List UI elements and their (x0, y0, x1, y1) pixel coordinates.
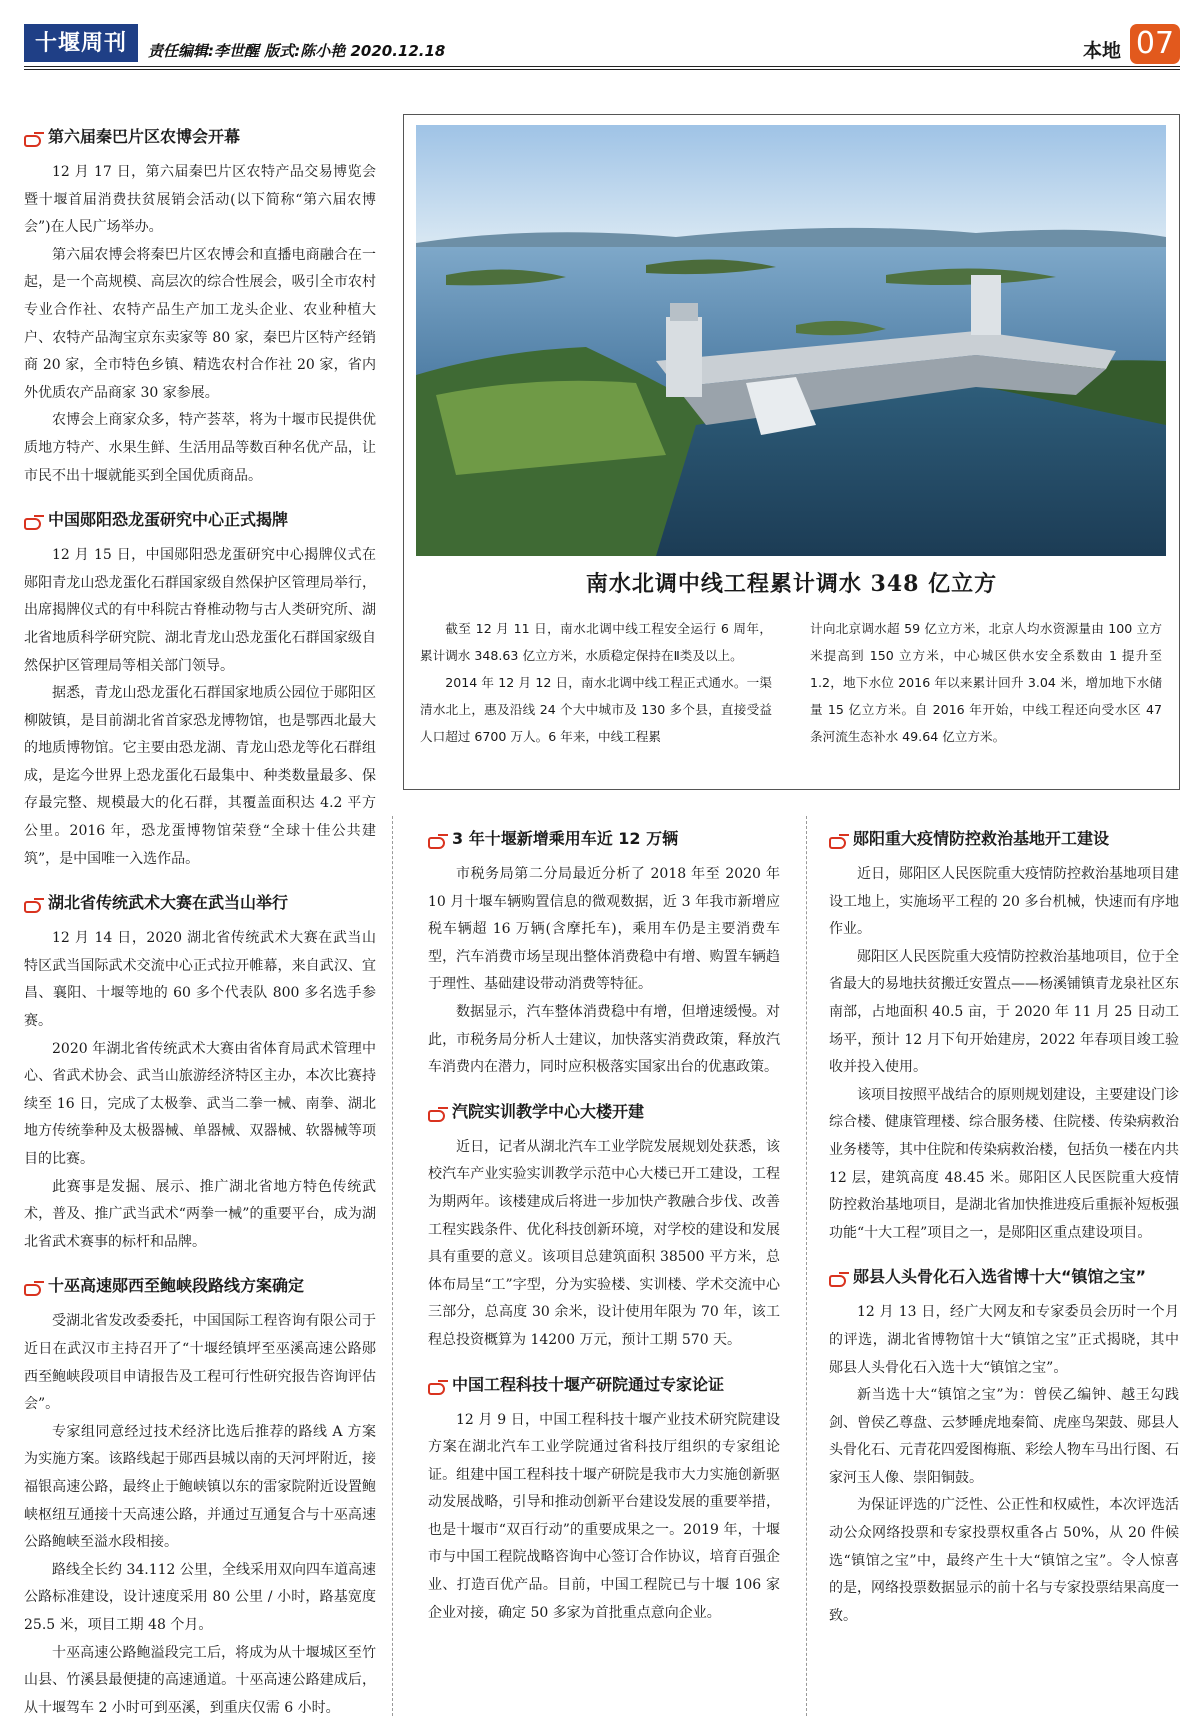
pointing-hand-icon (24, 1279, 44, 1293)
article-paragraph: 近日，郧阳区人民医院重大疫情防控救治基地项目建设工地上，实施场平工程的 20 多台机械，快速而有序地作业。 (829, 866, 1179, 938)
feature-box (403, 114, 1180, 790)
article-paragraph: 路线全长约 34.112 公里，全线采用双向四车道高速公路标准建设，设计速度采用 80 公里 / 小时，路基宽度 25.5 米，项目工期 48 个月。 (24, 1561, 376, 1633)
column-divider (392, 816, 393, 1716)
article-paragraph: 据悉，青龙山恐龙蛋化石群国家地质公园位于郧阳区柳陂镇，是目前湖北省首家恐龙博物馆，也是鄂西北最大的地质博物馆。它主要由恐龙湖、青龙山恐龙等化石群组成，是迄今世界上恐龙蛋化石最集中、种类数量最多、保存最完整、规模最大的化石群，其覆盖面积达 4.2 平方公里。2016 年，恐龙蛋博物馆荣登“全球十佳公共建筑”，是中国唯一入选作品。 (24, 685, 376, 867)
feature-paragraph: 计向北京调水超 59 亿立方米，北京人均水资源量由 100 立方米提高到 150 立方米，中心城区供水安全系数由 1 提升至 1.2，地下水位 2016 年以来累计回升 3.04 米，增加地下水储量 15 亿立方米。自 2016 年开始，中线工程还向受水区 47 条河流生态补水 49.64 亿立方米。 (810, 621, 1162, 744)
feature-text-right (810, 615, 1162, 750)
article-paragraph: 该项目按照平战结合的原则规划建设，主要建设门诊综合楼、健康管理楼、综合服务楼、住院楼、传染病救治业务楼等，其中住院和传染病救治楼，包括负一楼在内共 12 层，建筑高度 48.45 米。郧阳区人民医院重大疫情防控救治基地项目，是湖北省加快推进疫后重振补短板强功能“十大工程”项目之一，是郧阳区重点建设项目。 (829, 1086, 1179, 1241)
article-right-0 (829, 826, 1179, 1247)
article-left-3 (24, 1273, 376, 1722)
article-title: 郧阳重大疫情防控救治基地开工建设 (829, 826, 1179, 852)
article-paragraph: 为保证评选的广泛性、公正性和权威性，本次评选活动公众网络投票和专家投票权重各占 50%，从 20 件候选“镇馆之宝”中，最终产生十大“镇馆之宝”。令人惊喜的是，网络投票数据显示的前十名与专家投票结果高度一致。 (829, 1497, 1179, 1624)
pointing-hand-icon (428, 1105, 448, 1119)
article-paragraph: 郧阳区人民医院重大疫情防控救治基地项目，位于全省最大的易地扶贫搬迁安置点——杨溪铺镇青龙泉社区东南部，占地面积 40.5 亩，于 2020 年 11 月 25 日动工场平，预计 12 月下旬开始建房，2022 年春项目竣工验收并投入使用。 (829, 948, 1179, 1076)
article-paragraph: 近日，记者从湖北汽车工业学院发展规划处获悉，该校汽车产业实验实训教学示范中心大楼已开工建设，工程为期两年。该楼建成后将进一步加快产教融合步伐、改善工程实践条件、优化科技创新环境，对学校的建设和发展具有重要的意义。该项目总建筑面积 38500 平方米，总体布局呈“工”字型，分为实验楼、实训楼、学术交流中心三部分，总高度 30 余米，设计使用年限为 70 年，该工程总投资概算为 14200 万元，预计工期 570 天。 (428, 1138, 780, 1348)
right-column (829, 826, 1179, 1647)
article-paragraph: 2020 年湖北省传统武术大赛由省体育局武术管理中心、省武术协会、武当山旅游经济特区主办，本次比赛持续至 16 日，完成了太极拳、武当二拳一械、南拳、湖北地方传统拳种及太极器械、单器械、双器械、软器械等项目的比赛。 (24, 1040, 376, 1167)
feature-paragraph: 截至 12 月 11 日，南水北调中线工程安全运行 6 周年，累计调水 348.63 亿立方米，水质稳定保持在Ⅱ类及以上。 (420, 621, 772, 663)
feature-text-left (420, 615, 772, 750)
article-title: 中国工程科技十堰产研院通过专家论证 (428, 1372, 780, 1398)
feature-paragraph: 2014 年 12 月 12 日，南水北调中线工程正式通水。一渠清水北上，惠及沿线 24 个大中城市及 130 多个县，直接受益人口超过 6700 万人。6 年来，中线工程累 (420, 675, 772, 744)
article-title: 十巫高速郧西至鲍峡段路线方案确定 (24, 1273, 376, 1299)
pointing-hand-icon (428, 832, 448, 846)
article-paragraph: 12 月 9 日，中国工程科技十堰产业技术研究院建设方案在湖北汽车工业学院通过省科技厅组织的专家组论证。组建中国工程科技十堰产研院是我市大力实施创新驱动发展战略，引导和推动创新平台建设发展的重要举措，也是十堰市“双百行动”的重要成果之一。2019 年，十堰市与中国工程院战略咨询中心签订合作协议，培育百强企业、打造百优产品。目前，中国工程院已与十堰 106 家企业对接，确定 50 多家为首批重点意向企业。 (428, 1411, 780, 1621)
article-paragraph: 12 月 17 日，第六届秦巴片区农特产品交易博览会暨十堰首届消费扶贫展销会活动(以下简称“第六届农博会”)在人民广场举办。 (24, 164, 376, 236)
article-title: 中国郧阳恐龙蛋研究中心正式揭牌 (24, 507, 376, 533)
article-paragraph: 农博会上商家众多，特产荟萃，将为十堰市民提供优质地方特产、水果生鲜、生活用品等数百种名优产品，让市民不出十堰就能买到全国优质商品。 (24, 412, 376, 484)
article-paragraph: 新当选十大“镇馆之宝”为：曾侯乙编钟、越王勾践剑、曾侯乙尊盘、云梦睡虎地秦简、虎座鸟架鼓、郧县人头骨化石、元青花四爱图梅瓶、彩绘人物车马出行图、石家河玉人像、崇阳铜鼓。 (829, 1387, 1179, 1486)
article-paragraph: 此赛事是发掘、展示、推广湖北省地方特色传统武术，普及、推广武当武术“两拳一械”的重要平台，成为湖北省武术赛事的标杆和品牌。 (24, 1178, 376, 1250)
article-mid-0 (428, 826, 780, 1082)
header-rule (24, 66, 1180, 70)
pointing-hand-icon (829, 1270, 849, 1284)
article-paragraph: 市税务局第二分局最近分析了 2018 年至 2020 年 10 月十堰车辆购置信息的微观数据，近 3 年我市新增应税车辆超 16 万辆(含摩托车)，乘用车仍是主要消费车型，汽车消费市场呈现出整体消费稳中有增、购置车辆趋于理性、基础建设带动消费等特征。 (428, 866, 780, 993)
article-left-1 (24, 507, 376, 873)
article-paragraph: 数据显示，汽车整体消费稳中有增，但增速缓慢。对此，市税务局分析人士建议，加快落实消费政策，释放汽车消费内在潜力，同时应积极落实国家出台的优惠政策。 (428, 1003, 780, 1076)
dam-photo (416, 125, 1166, 556)
pointing-hand-icon (24, 130, 44, 144)
article-paragraph: 12 月 13 日，经广大网友和专家委员会历时一个月的评选，湖北省博物馆十大“镇馆之宝”正式揭晓，其中郧县人头骨化石入选十大“镇馆之宝”。 (829, 1304, 1179, 1376)
article-paragraph: 受湖北省发改委委托，中国国际工程咨询有限公司于近日在武汉市主持召开了“十堰经镇坪至巫溪高速公路郧西至鲍峡段项目申请报告及工程可行性研究报告咨询评估会”。 (24, 1313, 376, 1413)
article-title: 3 年十堰新增乘用车近 12 万辆 (428, 826, 780, 852)
article-left-0 (24, 124, 376, 490)
editor-line: 责任编辑:李世醒 版式:陈小艳 2020.12.18 (148, 42, 446, 60)
page-number-badge: 07 (1130, 24, 1180, 64)
pointing-hand-icon (428, 1378, 448, 1392)
article-left-2 (24, 890, 376, 1256)
column-divider (806, 816, 807, 1716)
article-right-1 (829, 1264, 1179, 1630)
left-column (24, 124, 376, 1729)
pointing-hand-icon (24, 513, 44, 527)
feature-title: 南水北调中线工程累计调水 348 亿立方 (585, 571, 998, 597)
article-title: 郧县人头骨化石入选省博十大“镇馆之宝” (829, 1264, 1179, 1290)
dam-photo-illustration (416, 125, 1166, 556)
article-paragraph: 第六届农博会将秦巴片区农博会和直播电商融合在一起，是一个高规模、高层次的综合性展会，吸引全市农村专业合作社、农特产品生产加工龙头企业、农业种植大户、农特产品淘宝京东卖家等 80 家，秦巴片区特产经销商 20 家，全市特色乡镇、精选农村合作社 20 家，省内外优质农产品商家 30 家参展。 (24, 246, 376, 401)
article-mid-2 (428, 1372, 780, 1628)
section-name: 本地 (1083, 40, 1122, 62)
masthead-logo: 十堰周刊 (24, 24, 138, 62)
pointing-hand-icon (24, 896, 44, 910)
article-title: 汽院实训教学中心大楼开建 (428, 1099, 780, 1125)
article-title: 第六届秦巴片区农博会开幕 (24, 124, 376, 150)
article-paragraph: 专家组同意经过技术经济比选后推荐的路线 A 方案为实施方案。该路线起于郧西县城以南的天河坪附近，接福银高速公路，最终止于鲍峡镇以东的雷家院附近设置鲍峡枢纽互通接十天高速公路，并通过互通复合与十巫高速公路鲍峡至溢水段相接。 (24, 1423, 376, 1551)
article-title: 湖北省传统武术大赛在武当山举行 (24, 890, 376, 916)
article-paragraph: 十巫高速公路鲍溢段完工后，将成为从十堰城区至竹山县、竹溪县最便捷的高速通道。十巫高速公路建成后，从十堰驾车 2 小时可到巫溪，到重庆仅需 6 小时。 (24, 1644, 376, 1716)
article-mid-1 (428, 1099, 780, 1355)
article-paragraph: 12 月 14 日，2020 湖北省传统武术大赛在武当山特区武当国际武术交流中心正式拉开帷幕，来自武汉、宜昌、襄阳、十堰等地的 60 多个代表队 800 多名选手参赛。 (24, 930, 376, 1030)
middle-column (428, 826, 780, 1644)
article-paragraph: 12 月 15 日，中国郧阳恐龙蛋研究中心揭牌仪式在郧阳青龙山恐龙蛋化石群国家级自然保护区管理局举行，出席揭牌仪式的有中科院古脊椎动物与古人类研究所、湖北省地质科学研究院、湖北青龙山恐龙蛋化石群国家级自然保护区管理局等相关部门领导。 (24, 547, 376, 674)
pointing-hand-icon (829, 832, 849, 846)
